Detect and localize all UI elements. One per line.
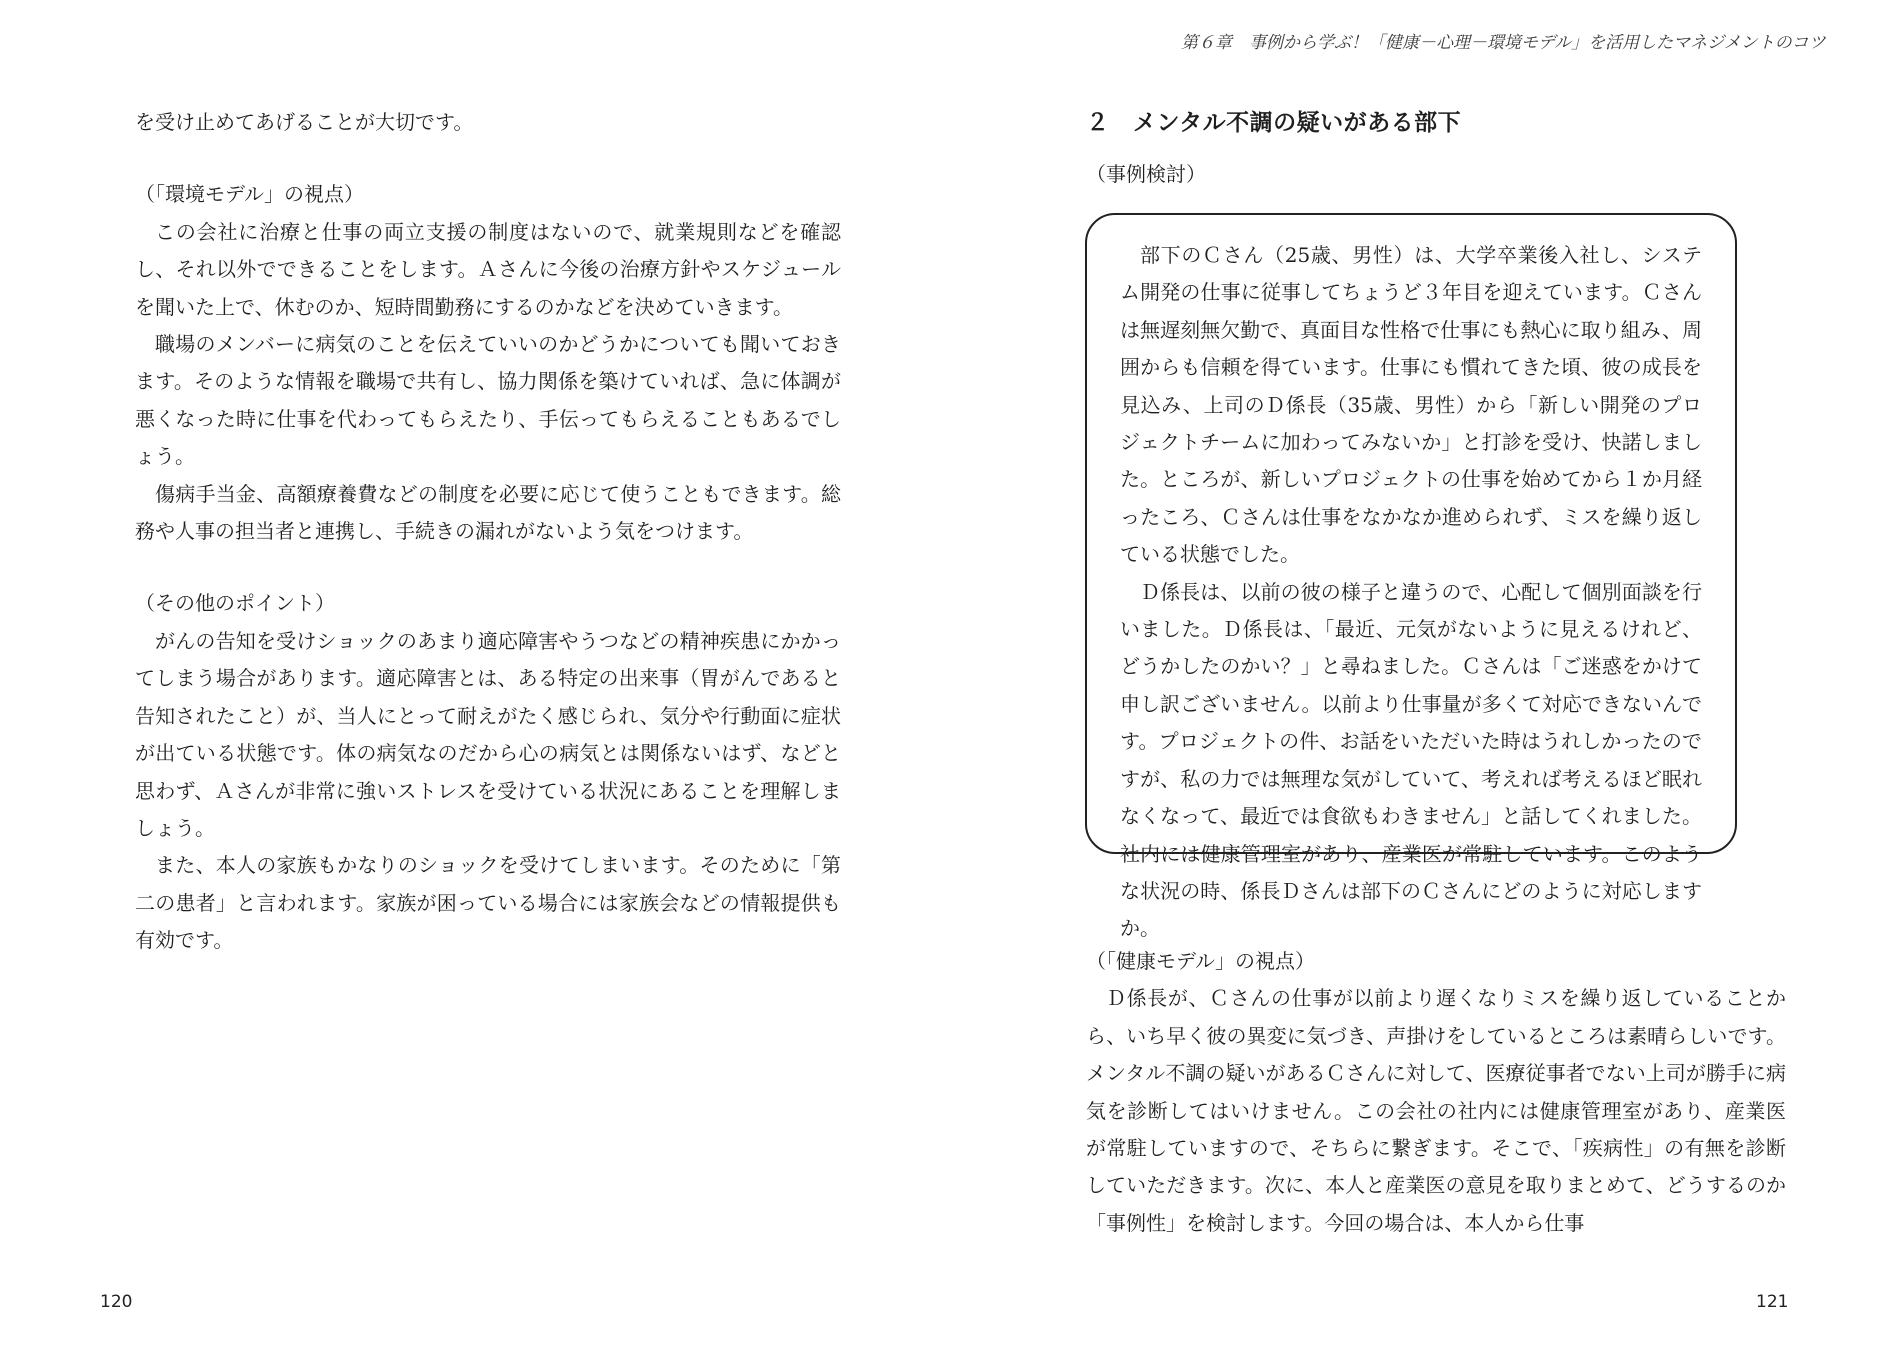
paragraph: 傷病手当金、高額療養費などの制度を必要に応じて使うこともできます。総務や人事の担当者と連携し、手続きの漏れがないよう気をつけます。 xyxy=(135,481,841,544)
paragraph: また、本人の家族もかなりのショックを受けてしまいます。そのために「第二の患者」と言われます。家族が困っている場合には家族会などの情報提供も有効です。 xyxy=(135,853,841,953)
page-number: 120 xyxy=(100,1292,133,1312)
paragraph: 職場のメンバーに病気のことを伝えていいのかどうかについても聞いておきます。そのような情報を職場で共有し、協力関係を築けていれば、急に体調が悪くなった時に仕事を代わってもらえたり、手伝ってもらえることもあるでしょう。 xyxy=(135,332,841,469)
continuation-line: を受け止めてあげることが大切です。 xyxy=(135,110,474,134)
running-header: 第６章 事例から学ぶ！「健康－心理－環境モデル」を活用したマネジメントのコツ xyxy=(1181,33,1826,53)
left-page-body xyxy=(135,104,841,960)
case-paragraph: 部下のＣさん（25歳、男性）は、大学卒業後入社し、システム開発の仕事に従事してちょうど３年目を迎えています。Ｃさんは無遅刻無欠勤で、真面目な性格で仕事にも熱心に取り組み、周囲からも信頼を得ています。仕事にも慣れてきた頃、彼の成長を見込み、上司のＤ係長（35歳、男性）から「新しい開発のプロジェクトチームに加わってみないか」と打診を受け、快諾しました。ところが、新しいプロジェクトの仕事を始めてから１か月経ったころ、Ｃさんは仕事をなかなか進められず、ミスを繰り返している状態でした。 xyxy=(1120,243,1702,567)
case-study-box xyxy=(1085,213,1737,941)
health-model-section xyxy=(1086,943,1786,1242)
section-heading: ２ メンタル不調の疑いがある部下 xyxy=(1086,110,1462,136)
page-number: 121 xyxy=(1756,1292,1789,1312)
environment-model-heading: （「環境モデル」の視点） xyxy=(135,182,364,207)
other-points-heading: （その他のポイント） xyxy=(135,591,335,616)
case-study-label: （事例検討） xyxy=(1086,162,1206,186)
section-intro xyxy=(1086,103,1786,193)
left-page xyxy=(0,0,951,1350)
right-page xyxy=(951,0,1903,1350)
paragraph: がんの告知を受けショックのあまり適応障害やうつなどの精神疾患にかかってしまう場合があります。適応障害とは、ある特定の出来事（胃がんであると告知されたこと）が、当人にとって耐えがたく感じられ、気分や行動面に症状が出ている状態です。体の病気なのだから心の病気とは関係ないはず、などと思わず、Ａさんが非常に強いストレスを受けている状況にあることを理解しましょう。 xyxy=(135,628,841,840)
health-model-heading: （「健康モデル」の視点） xyxy=(1086,949,1315,973)
paragraph: この会社に治療と仕事の両立支援の制度はないので、就業規則などを確認し、それ以外でできることをします。Ａさんに今後の治療方針やスケジュールを聞いた上で、休むのか、短時間勤務にするのかなどを決めていきます。 xyxy=(135,219,841,319)
paragraph: Ｄ係長が、Ｃさんの仕事が以前より遅くなりミスを繰り返していることから、いち早く彼の異変に気づき、声掛けをしているところは素晴らしいです。メンタル不調の疑いがあるＣさんに対して、医療従事者でない上司が勝手に病気を診断してはいけません。この会社の社内には健康管理室があり、産業医が常駐していますので、そちらに繋ぎます。そこで、「疾病性」の有無を診断していただきます。次に、本人と産業医の意見を取りまとめて、どうするのか「事例性」を検討します。今回の場合は、本人から仕事 xyxy=(1086,986,1786,1235)
case-paragraph: Ｄ係長は、以前の彼の様子と違うので、心配して個別面談を行いました。Ｄ係長は、「最近、元気がないように見えるけれど、どうかしたのかい？」と尋ねました。Ｃさんは「ご迷惑をかけて申し訳ございません。以前より仕事量が多くて対応できないんです。プロジェクトの件、お話をいただいた時はうれしかったのですが、私の力では無理な気がしていて、考えれば考えるほど眠れなくなって、最近では食欲もわきません」と話してくれました。社内には健康管理室があり、産業医が常駐しています。このような状況の時、係長Ｄさんは部下のＣさんにどのように対応しますか。 xyxy=(1120,579,1702,941)
